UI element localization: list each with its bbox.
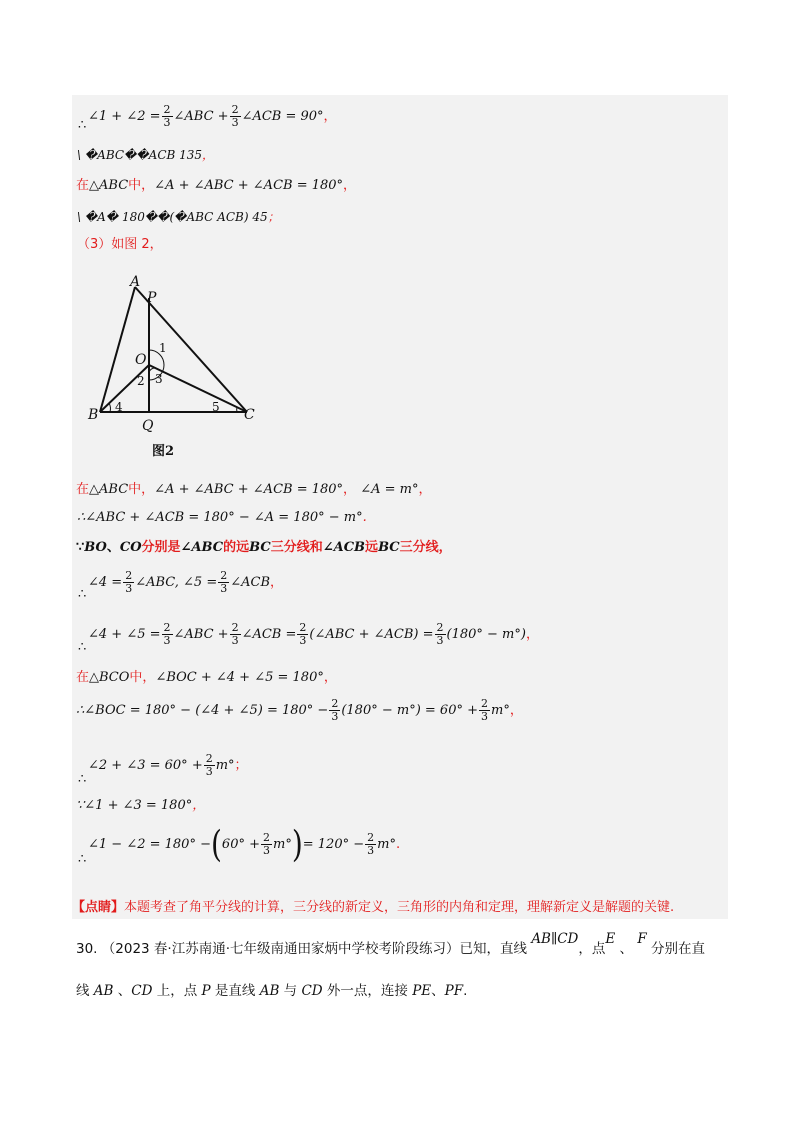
line1-expr-c: ∠ACB = 90° bbox=[241, 108, 324, 124]
angle-label-5: 5 bbox=[212, 400, 220, 414]
comment-line bbox=[72, 900, 674, 916]
question-30-line-2: 线 AB 、CD 上，点 P 是直线 AB 与 CD 外一点，连接 PE、PF. bbox=[76, 983, 468, 999]
angle-label-3: 3 bbox=[155, 372, 163, 386]
therefore-symbol: ∴ bbox=[78, 118, 87, 133]
question-number: 30. bbox=[76, 941, 98, 957]
comment-label: 【点睛】 bbox=[72, 900, 125, 915]
label-q: Q bbox=[142, 418, 154, 434]
fraction-two-thirds: $\frac{2}{3}$ bbox=[205, 752, 213, 778]
question-30-line-1: 30. （2023 春·江苏南通·七年级南通田家炳中学校考阶段练习）已知，直线 AB∥CD，点E 、 F 分别在直 bbox=[76, 931, 705, 957]
fraction-two-thirds: $\frac{2}{3}$ bbox=[163, 103, 171, 129]
fraction-two-thirds: $\frac{2}{3}$ bbox=[220, 569, 228, 595]
fraction-two-thirds: $\frac{2}{3}$ bbox=[231, 103, 239, 129]
solution-line-8: ∵BO、CO分别是∠ABC的远BC三分线和∠ACB远BC三分线， bbox=[76, 540, 452, 555]
label-a: A bbox=[130, 274, 141, 290]
triangle-figure-2 bbox=[80, 272, 280, 462]
solution-line-4: \ �A� 180��(�ABC ACB) 45； bbox=[77, 210, 280, 224]
label-p: P bbox=[147, 290, 157, 306]
solution-line-11: 在△BCO中，∠BOC + ∠4 + ∠5 = 180°， bbox=[76, 670, 337, 685]
solution-line-2: \ �ABC��ACB 135， bbox=[77, 148, 215, 162]
comment-text: 本题考查了角平分线的计算，三分线的新定义，三角形的内角和定理，理解新定义是解题的关键. bbox=[124, 900, 675, 915]
label-b: B bbox=[88, 407, 99, 423]
angle-label-1: 1 bbox=[159, 341, 167, 355]
fraction-two-thirds: $\frac{2}{3}$ bbox=[231, 621, 239, 647]
fraction-two-thirds: $\frac{2}{3}$ bbox=[163, 621, 171, 647]
fraction-two-thirds: $\frac{2}{3}$ bbox=[367, 831, 375, 857]
line1-expr-b: ∠ABC + bbox=[173, 108, 229, 124]
fraction-two-thirds: $\frac{2}{3}$ bbox=[125, 569, 133, 595]
fraction-two-thirds: $\frac{2}{3}$ bbox=[299, 621, 307, 647]
angle-label-2: 2 bbox=[137, 374, 145, 388]
figure-caption: 图2 bbox=[152, 444, 175, 459]
angle-arc-4 bbox=[109, 403, 110, 412]
fraction-two-thirds: $\frac{2}{3}$ bbox=[481, 697, 488, 723]
segment-oc bbox=[149, 365, 247, 412]
solution-line-7: ∴∠ABC + ∠ACB = 180° − ∠A = 180° − m°. bbox=[77, 510, 367, 525]
solution-line-6: 在△ABC中，∠A + ∠ABC + ∠ACB = 180°， ∠A = m°， bbox=[76, 482, 432, 497]
fraction-two-thirds: $\frac{2}{3}$ bbox=[263, 831, 270, 857]
side-ab bbox=[100, 287, 135, 412]
solution-line-3: 在△ABC中，∠A + ∠ABC + ∠ACB = 180°， bbox=[76, 178, 357, 193]
fraction-two-thirds: $\frac{2}{3}$ bbox=[436, 621, 444, 647]
line1-tail: ， bbox=[323, 108, 337, 124]
line1-expr-a: ∠1 + ∠2 = bbox=[88, 108, 161, 124]
angle-label-4: 4 bbox=[115, 400, 123, 414]
question-source: （2023 春·江苏南通·七年级南通田家炳中学校考阶段练习）已知，直线 bbox=[101, 941, 528, 957]
fraction-two-thirds: $\frac{2}{3}$ bbox=[331, 697, 339, 723]
solution-line-14: ∵∠1 + ∠3 = 180°， bbox=[76, 798, 206, 813]
solution-line-5: （3）如图 2， bbox=[77, 237, 163, 252]
label-c: C bbox=[244, 407, 255, 423]
label-o: O bbox=[135, 352, 147, 368]
